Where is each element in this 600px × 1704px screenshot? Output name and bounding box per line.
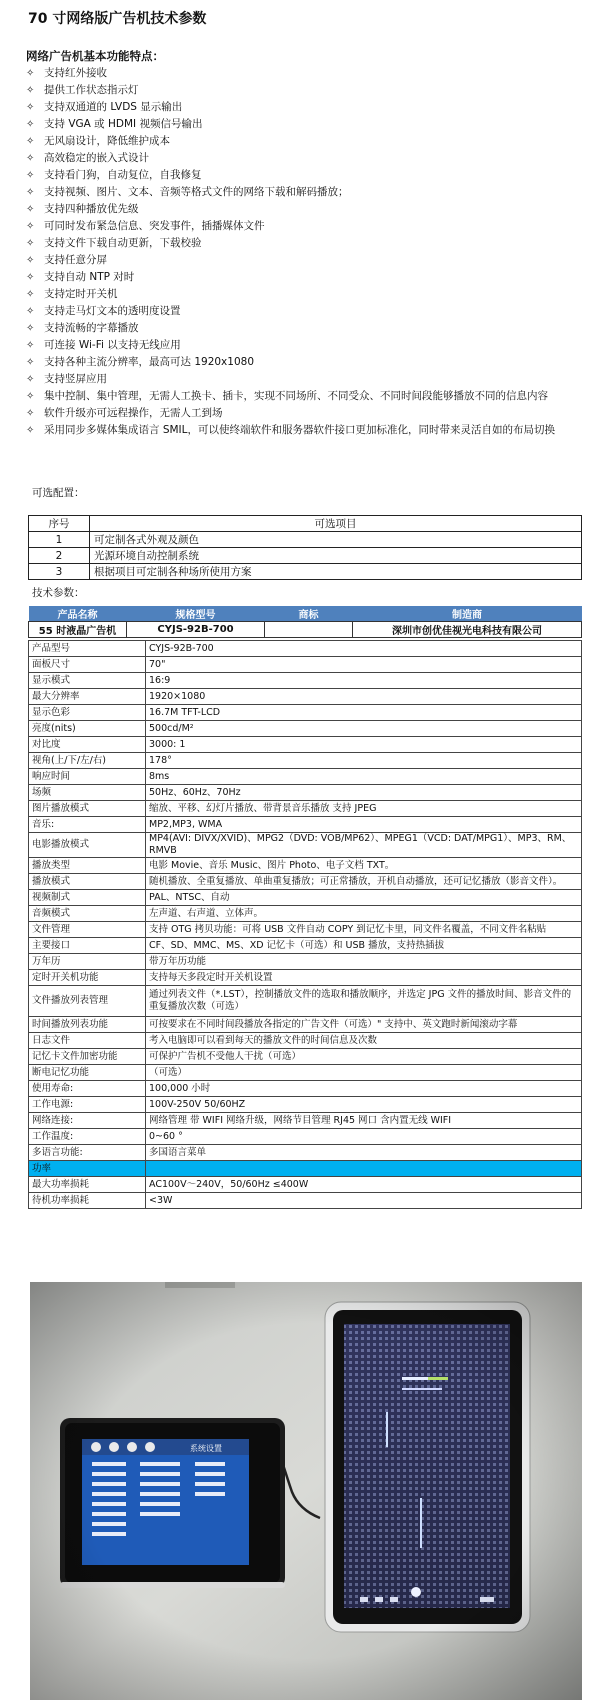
spec-row <box>29 833 582 858</box>
feature-text: 支持 VGA 或 HDMI 视频信号输出 <box>44 118 203 130</box>
optional-index: 3 <box>29 564 90 580</box>
optional-item: 光源环境自动控制系统 <box>90 548 582 564</box>
feature-item <box>26 422 581 439</box>
spec-value: PAL、NTSC、自动 <box>146 890 582 906</box>
spec-value: 70" <box>146 657 582 673</box>
spec-row <box>29 970 582 986</box>
feature-text: 软件升级亦可远程操作，无需人工到场 <box>44 407 223 419</box>
spec-key: 定时开关机功能 <box>29 970 146 986</box>
bullet-icon: ✧ <box>26 170 35 181</box>
spec-value: <3W <box>146 1193 582 1209</box>
feature-item <box>26 235 581 252</box>
spec-key: 时间播放列表功能 <box>29 1017 146 1033</box>
feature-text: 采用同步多媒体集成语言 SMIL，可以使终端软件和服务器软件接口更加标准化，同时带来灵活自如的布局切换 <box>44 424 556 436</box>
spec-row <box>29 1177 582 1193</box>
product-photo <box>30 1282 582 1700</box>
spec-key: 最大功率损耗 <box>29 1177 146 1193</box>
feature-list <box>26 65 581 439</box>
feature-item <box>26 371 581 388</box>
spec-key: 主要接口 <box>29 938 146 954</box>
spec-row <box>29 874 582 890</box>
spec-key: 最大分辨率 <box>29 689 146 705</box>
spec-value: CYJS-92B-700 <box>146 641 582 657</box>
feature-text: 支持文件下载自动更新，下载校验 <box>44 237 202 249</box>
bullet-icon: ✧ <box>26 102 35 113</box>
optional-row <box>29 548 582 564</box>
feature-text: 支持流畅的字幕播放 <box>44 322 139 334</box>
spec-key: 断电记忆功能 <box>29 1065 146 1081</box>
spec-key: 使用寿命: <box>29 1081 146 1097</box>
spec-key: 播放模式 <box>29 874 146 890</box>
spec-key: 日志文件 <box>29 1033 146 1049</box>
feature-item <box>26 252 581 269</box>
spec-value: 考入电脑即可以看到每天的播放文件的时间信息及次数 <box>146 1033 582 1049</box>
spec-row <box>29 858 582 874</box>
feature-item <box>26 388 581 405</box>
col-brand: 商标 <box>265 606 353 622</box>
spec-key: 电影播放模式 <box>29 833 146 858</box>
spec-value: 178° <box>146 753 582 769</box>
feature-item <box>26 150 581 167</box>
spec-key: 亮度(nits) <box>29 721 146 737</box>
feature-text: 支持任意分屏 <box>44 254 107 266</box>
spec-row <box>29 737 582 753</box>
feature-text: 支持竖屏应用 <box>44 373 107 385</box>
bullet-icon: ✧ <box>26 408 35 419</box>
feature-text: 可同时发布紧急信息、突发事件，插播媒体文件 <box>44 220 265 232</box>
spec-row <box>29 657 582 673</box>
feature-text: 可连接 Wi-Fi 以支持无线应用 <box>44 339 181 351</box>
feature-item <box>26 218 581 235</box>
feature-item <box>26 99 581 116</box>
page-title: 70 寸网络版广告机技术参数 <box>28 11 207 27</box>
spec-table <box>28 640 582 1209</box>
spec-value: 100,000 小时 <box>146 1081 582 1097</box>
bullet-icon: ✧ <box>26 255 35 266</box>
spec-key: 万年历 <box>29 954 146 970</box>
spec-row <box>29 673 582 689</box>
spec-value: MP2,MP3, WMA <box>146 817 582 833</box>
bullet-icon: ✧ <box>26 204 35 215</box>
feature-item <box>26 65 581 82</box>
spec-row <box>29 753 582 769</box>
optional-header-item: 可选项目 <box>90 516 582 532</box>
spec-value: 3000: 1 <box>146 737 582 753</box>
bullet-icon: ✧ <box>26 187 35 198</box>
optional-config-heading: 可选配置： <box>32 487 85 499</box>
spec-value: CF、SD、MMC、MS、XD 记忆卡（可选）和 USB 播放，支持热插拔 <box>146 938 582 954</box>
spec-key: 显示色彩 <box>29 705 146 721</box>
spec-row <box>29 906 582 922</box>
spec-row <box>29 890 582 906</box>
spec-key: 多语言功能: <box>29 1145 146 1161</box>
optional-header-index: 序号 <box>29 516 90 532</box>
spec-row <box>29 785 582 801</box>
spec-value: MP4(AVI: DIVX/XVID)、MPG2（DVD: VOB/MP62）、MPEG1（VCD: DAT/MPG1）、MP3、RM、RMVB <box>146 833 582 858</box>
feature-item <box>26 337 581 354</box>
spec-key: 图片播放模式 <box>29 801 146 817</box>
spec-value: 8ms <box>146 769 582 785</box>
feature-item <box>26 286 581 303</box>
spec-row <box>29 986 582 1017</box>
spec-key: 视频制式 <box>29 890 146 906</box>
spec-key: 网络连接: <box>29 1113 146 1129</box>
spec-value: 电影 Movie、音乐 Music、图片 Photo、电子文档 TXT。 <box>146 858 582 874</box>
spec-row <box>29 689 582 705</box>
bullet-icon: ✧ <box>26 391 35 402</box>
feature-text: 支持各种主流分辨率，最高可达 1920x1080 <box>44 356 254 368</box>
spec-row <box>29 938 582 954</box>
spec-value: AC100V～240V，50/60Hz ≤400W <box>146 1177 582 1193</box>
spec-row <box>29 954 582 970</box>
optional-row <box>29 564 582 580</box>
bullet-icon: ✧ <box>26 340 35 351</box>
spec-row <box>29 922 582 938</box>
feature-item <box>26 167 581 184</box>
spec-value: 100V-250V 50/60HZ <box>146 1097 582 1113</box>
spec-value: 50Hz、60Hz、70Hz <box>146 785 582 801</box>
spec-value: （可选） <box>146 1065 582 1081</box>
spec-value: 16.7M TFT-LCD <box>146 705 582 721</box>
optional-index: 1 <box>29 532 90 548</box>
col-model: 规格型号 <box>127 606 265 622</box>
spec-value <box>146 1161 582 1177</box>
bullet-icon: ✧ <box>26 221 35 232</box>
features-heading: 网络广告机基本功能特点： <box>26 49 164 63</box>
product-manufacturer: 深圳市创优佳视光电科技有限公司 <box>353 622 582 638</box>
bullet-icon: ✧ <box>26 85 35 96</box>
spec-row <box>29 817 582 833</box>
spec-key: 响应时间 <box>29 769 146 785</box>
spec-key: 工作温度: <box>29 1129 146 1145</box>
product-header-table <box>28 606 582 638</box>
bullet-icon: ✧ <box>26 68 35 79</box>
spec-heading: 技术参数： <box>32 587 85 599</box>
feature-text: 无风扇设计，降低维护成本 <box>44 135 170 147</box>
spec-key: 文件管理 <box>29 922 146 938</box>
spec-value: 可保护广告机不受他人干扰（可选） <box>146 1049 582 1065</box>
feature-text: 支持视频、图片、文本、音频等格式文件的网络下载和解码播放； <box>44 186 349 198</box>
spec-value: 网络管理 带 WIFI 网络升级，网络节目管理 RJ45 网口 含内置无线 WIFI <box>146 1113 582 1129</box>
spec-row <box>29 1113 582 1129</box>
spec-key: 对比度 <box>29 737 146 753</box>
bullet-icon: ✧ <box>26 119 35 130</box>
spec-row <box>29 1017 582 1033</box>
spec-value: 缩放、平移、幻灯片播放、带背景音乐播放 支持 JPEG <box>146 801 582 817</box>
feature-text: 支持走马灯文本的透明度设置 <box>44 305 181 317</box>
product-brand <box>265 622 353 638</box>
spec-value: 可按要求在不同时间段播放各指定的广告文件（可选）" 支持中、英文跑时新闻滚动字幕 <box>146 1017 582 1033</box>
optional-item: 根据项目可定制各种场所使用方案 <box>90 564 582 580</box>
product-name: 55 时液晶广告机 <box>29 622 127 638</box>
spec-key: 播放类型 <box>29 858 146 874</box>
feature-text: 高效稳定的嵌入式设计 <box>44 152 149 164</box>
spec-row <box>29 705 582 721</box>
spec-key: 显示模式 <box>29 673 146 689</box>
feature-item <box>26 405 581 422</box>
bullet-icon: ✧ <box>26 374 35 385</box>
spec-row <box>29 1193 582 1209</box>
spec-value: 支持 OTG 拷贝功能：可将 USB 文件自动 COPY 到记忆卡里，同文件名覆盖，不同文件名粘贴 <box>146 922 582 938</box>
bullet-icon: ✧ <box>26 272 35 283</box>
feature-item <box>26 303 581 320</box>
bullet-icon: ✧ <box>26 425 35 436</box>
spec-key: 面板尺寸 <box>29 657 146 673</box>
bullet-icon: ✧ <box>26 357 35 368</box>
col-manufacturer: 制造商 <box>353 606 582 622</box>
spec-row <box>29 1081 582 1097</box>
optional-item: 可定制各式外观及颜色 <box>90 532 582 548</box>
feature-text: 支持定时开关机 <box>44 288 118 300</box>
feature-text: 支持自动 NTP 对时 <box>44 271 135 283</box>
product-model: CYJS-92B-700 <box>127 622 265 638</box>
optional-config-table <box>28 515 582 580</box>
spec-key: 音频模式 <box>29 906 146 922</box>
feature-item <box>26 116 581 133</box>
spec-value: 多国语言菜单 <box>146 1145 582 1161</box>
spec-row <box>29 1129 582 1145</box>
spec-row <box>29 1049 582 1065</box>
spec-key: 待机功率损耗 <box>29 1193 146 1209</box>
spec-value: 500cd/M² <box>146 721 582 737</box>
feature-item <box>26 354 581 371</box>
spec-row <box>29 801 582 817</box>
optional-index: 2 <box>29 548 90 564</box>
spec-key: 文件播放列表管理 <box>29 986 146 1017</box>
spec-row <box>29 1097 582 1113</box>
spec-value: 随机播放、全重复播放、单曲重复播放；可正常播放，开机自动播放，还可记忆播放（影音文件）。 <box>146 874 582 890</box>
feature-text: 提供工作状态指示灯 <box>44 84 139 96</box>
col-product-name: 产品名称 <box>29 606 127 622</box>
spec-row <box>29 641 582 657</box>
spec-row <box>29 769 582 785</box>
spec-key: 视角(上/下/左/右) <box>29 753 146 769</box>
spec-value: 0~60 ° <box>146 1129 582 1145</box>
feature-text: 支持红外接收 <box>44 67 107 79</box>
bullet-icon: ✧ <box>26 136 35 147</box>
spec-key: 记忆卡文件加密功能 <box>29 1049 146 1065</box>
optional-row <box>29 532 582 548</box>
spec-value: 1920×1080 <box>146 689 582 705</box>
feature-item <box>26 269 581 286</box>
spec-value: 16:9 <box>146 673 582 689</box>
feature-item <box>26 201 581 218</box>
spec-row <box>29 1033 582 1049</box>
spec-row <box>29 721 582 737</box>
feature-text: 支持四种播放优先级 <box>44 203 139 215</box>
feature-item <box>26 82 581 99</box>
feature-text: 支持双通道的 LVDS 显示输出 <box>44 101 183 113</box>
feature-item <box>26 133 581 150</box>
spec-value: 支持每天多段定时开关机设置 <box>146 970 582 986</box>
spec-key: 工作电源: <box>29 1097 146 1113</box>
spec-key: 音乐: <box>29 817 146 833</box>
bullet-icon: ✧ <box>26 289 35 300</box>
spec-value: 左声道、右声道、立体声。 <box>146 906 582 922</box>
bullet-icon: ✧ <box>26 238 35 249</box>
bullet-icon: ✧ <box>26 306 35 317</box>
spec-row <box>29 1145 582 1161</box>
feature-text: 集中控制、集中管理，无需人工换卡、插卡，实现不同场所、不同受众、不同时间段能够播放不同的信息内容 <box>44 390 548 402</box>
spec-key: 场频 <box>29 785 146 801</box>
spec-key: 产品型号 <box>29 641 146 657</box>
spec-row <box>29 1065 582 1081</box>
spec-row <box>29 1161 582 1177</box>
bullet-icon: ✧ <box>26 323 35 334</box>
spec-value: 带万年历功能 <box>146 954 582 970</box>
feature-text: 支持看门狗，自动复位，自我修复 <box>44 169 202 181</box>
spec-value: 通过列表文件（*.LST），控制播放文件的选取和播放顺序，并选定 JPG 文件的播放时间、影音文件的重复播放次数（可选） <box>146 986 582 1017</box>
spec-key: 功率 <box>29 1161 146 1177</box>
bullet-icon: ✧ <box>26 153 35 164</box>
feature-item <box>26 184 581 201</box>
feature-item <box>26 320 581 337</box>
